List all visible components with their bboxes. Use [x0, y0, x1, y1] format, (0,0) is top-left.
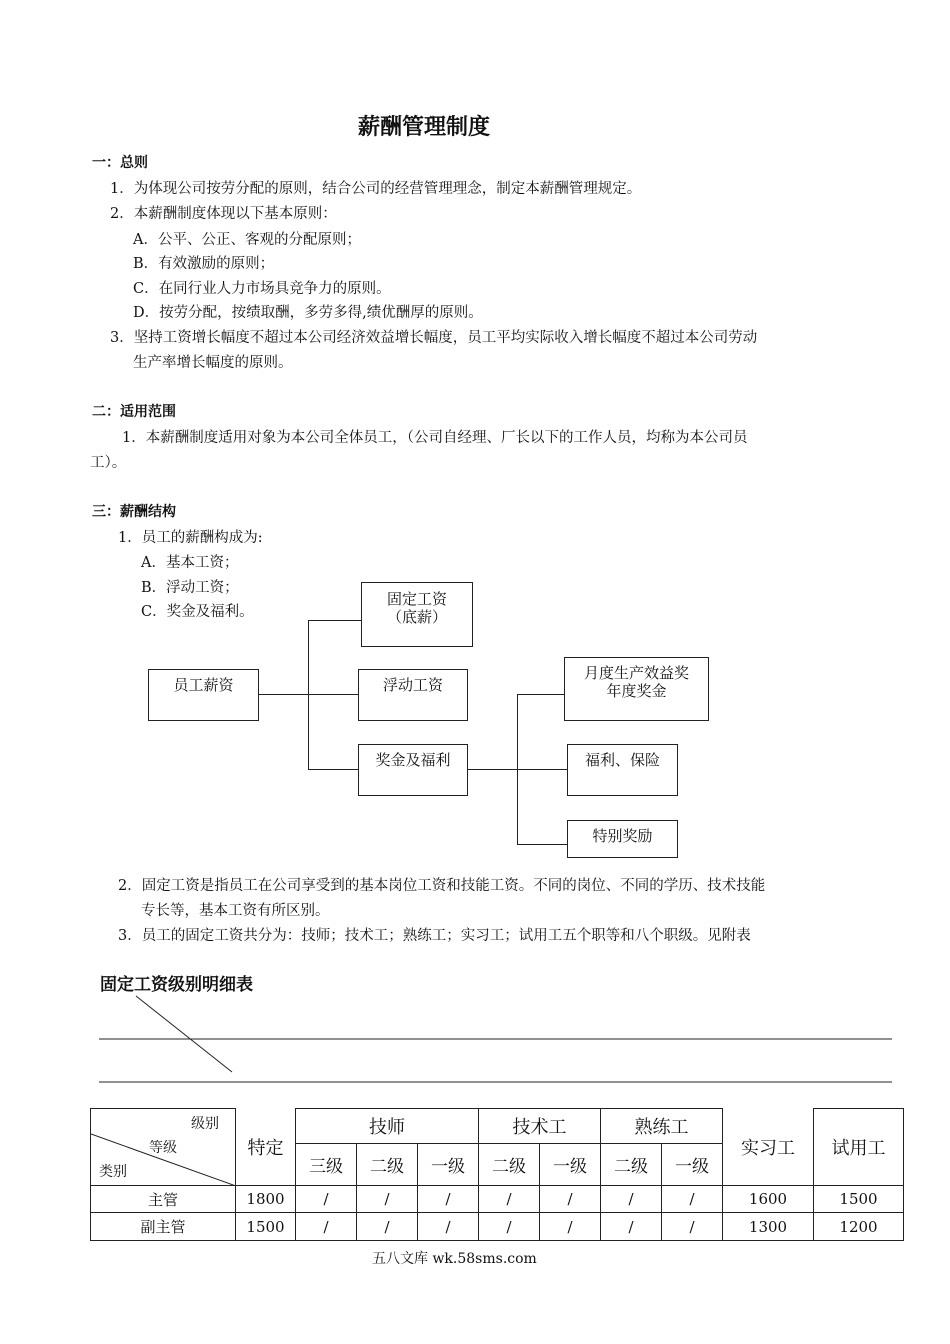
diagram-box-label: 月度生产效益奖 [583, 664, 689, 682]
diagonal-line [136, 996, 232, 1072]
row-cell: / [662, 1186, 723, 1213]
row-category: 副主管 [91, 1213, 236, 1241]
row-intern: 1300 [723, 1213, 814, 1241]
list-item: B．浮动工资； [141, 580, 239, 596]
diagram-box-label: 固定工资 [386, 590, 447, 608]
paragraph: 1．员工的薪酬构成为: [118, 530, 263, 546]
row-cell: / [479, 1186, 540, 1213]
subheader-level: 二级 [601, 1144, 662, 1186]
paragraph: 3．坚持工资增长幅度不超过本公司经济效益增长幅度，员工平均实际收入增长幅度不超过本公司劳动 [110, 330, 758, 346]
row-cell: / [418, 1186, 479, 1213]
header-group-skilled-worker: 熟练工 [601, 1109, 723, 1144]
diagram-box-label: 员工薪资 [173, 676, 234, 694]
salary-level-table [90, 1108, 904, 1241]
list-item: A．基本工资； [141, 555, 239, 571]
row-cell: / [479, 1213, 540, 1241]
row-cell: / [601, 1213, 662, 1241]
row-cell: / [662, 1213, 723, 1241]
row-category: 主管 [91, 1186, 236, 1213]
subheader-level: 一级 [418, 1144, 479, 1186]
subheader-level: 一级 [540, 1144, 601, 1186]
diag-header-level: 级别 [191, 1116, 219, 1132]
diag-header-category: 类别 [99, 1164, 127, 1180]
list-item: B．有效激励的原则； [133, 256, 275, 272]
row-cell: / [540, 1186, 601, 1213]
table-header-row [91, 1109, 904, 1144]
row-probation: 1200 [814, 1213, 904, 1241]
paragraph: 生产率增长幅度的原则。 [133, 355, 293, 371]
row-special: 1500 [236, 1213, 296, 1241]
paragraph: 1．本薪酬制度适用对象为本公司全体员工，（公司自经理、厂长以下的工作人员，均称为本公司员 [122, 430, 748, 446]
section-heading: 三：薪酬结构 [92, 504, 176, 520]
paragraph: 1．为体现公司按劳分配的原则，结合公司的经营管理理念，制定本薪酬管理规定。 [110, 181, 642, 197]
row-probation: 1500 [814, 1186, 904, 1213]
header-group-technical-worker: 技术工 [479, 1109, 601, 1144]
subheader-level: 二级 [479, 1144, 540, 1186]
paragraph: 专长等，基本工资有所区别。 [141, 903, 330, 919]
subheader-level: 一级 [662, 1144, 723, 1186]
subheader-level: 二级 [357, 1144, 418, 1186]
row-intern: 1600 [723, 1186, 814, 1213]
row-cell: / [357, 1186, 418, 1213]
table-row [91, 1186, 904, 1213]
row-cell: / [296, 1213, 357, 1241]
footer-watermark: 五八文库 wk.58sms.com [372, 1251, 537, 1267]
list-item: A．公平、公正、客观的分配原则； [133, 232, 361, 248]
paragraph: 3．员工的固定工资共分为：技师；技术工；熟练工；实习工；试用工五个职等和八个职级。见附表 [118, 928, 751, 944]
row-cell: / [296, 1186, 357, 1213]
paragraph: 工）。 [90, 455, 127, 471]
row-cell: / [601, 1186, 662, 1213]
header-group-technician: 技师 [296, 1109, 479, 1144]
subheader-level: 三级 [296, 1144, 357, 1186]
row-cell: / [540, 1213, 601, 1241]
row-cell: / [418, 1213, 479, 1241]
diag-header-grade: 等级 [149, 1140, 177, 1156]
diagram-box-label: 奖金及福利 [375, 751, 451, 769]
diagram-box-label: 特别奖励 [592, 827, 653, 845]
table-row [91, 1213, 904, 1241]
header-special: 特定 [236, 1109, 296, 1186]
section-heading: 二：适用范围 [92, 404, 176, 420]
diagram-box-label: （底薪） [386, 608, 447, 626]
paragraph: 2．固定工资是指员工在公司享受到的基本岗位工资和技能工资。不同的岗位、不同的学历、技术技能 [118, 878, 766, 894]
row-special: 1800 [236, 1186, 296, 1213]
diagonal-header-cell [91, 1109, 236, 1186]
page-title: 薪酬管理制度 [358, 115, 491, 140]
section-heading: 一：总则 [92, 155, 148, 171]
header-probation: 试用工 [814, 1109, 904, 1186]
row-cell: / [357, 1213, 418, 1241]
header-intern: 实习工 [723, 1109, 814, 1186]
list-item: C．在同行业人力市场具竞争力的原则。 [133, 281, 391, 297]
diagram-box-label: 年度奖金 [606, 682, 667, 700]
list-item: D．按劳分配，按绩取酬，多劳多得,绩优酬厚的原则。 [133, 305, 483, 321]
list-item: C．奖金及福利。 [141, 604, 254, 620]
diagram-box-label: 福利、保险 [584, 751, 660, 769]
paragraph: 2．本薪酬制度体现以下基本原则： [110, 206, 337, 222]
table-title: 固定工资级别明细表 [100, 975, 253, 995]
diagram-box-label: 浮动工资 [382, 676, 443, 694]
